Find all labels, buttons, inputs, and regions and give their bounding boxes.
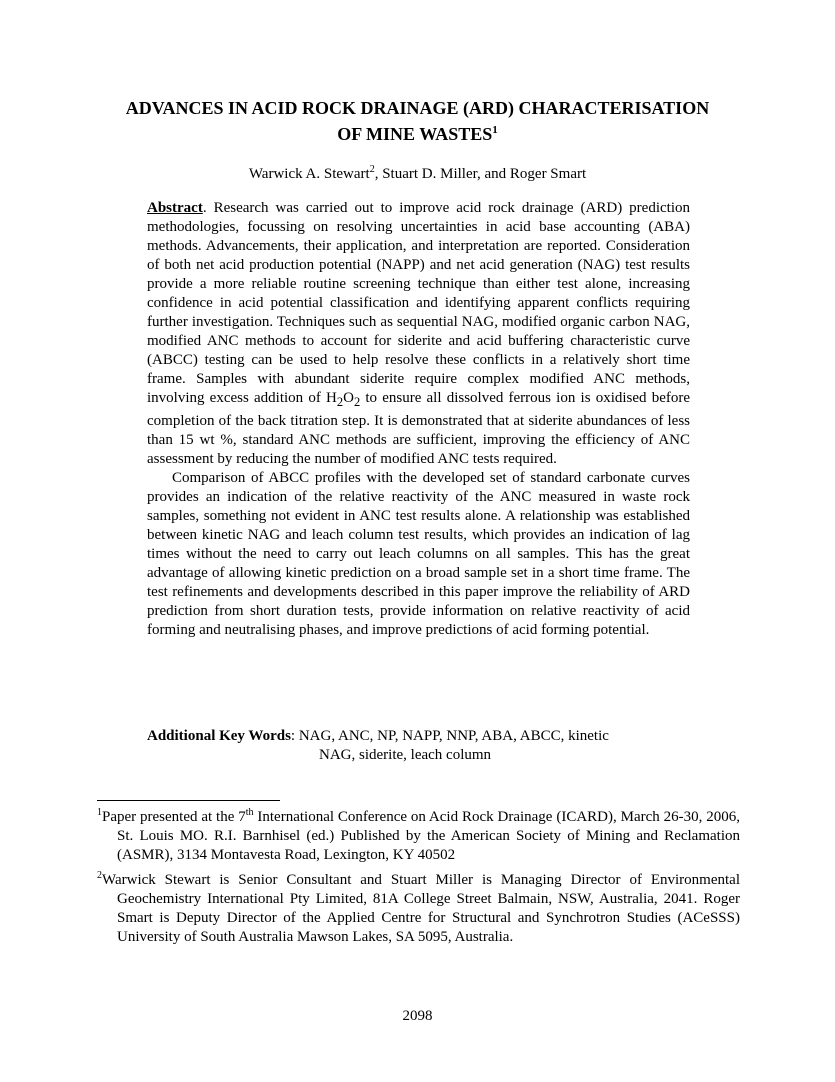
title-line-2-text: OF MINE WASTES xyxy=(337,124,493,144)
footnote-2-mark: 2 xyxy=(97,870,102,881)
footnotes xyxy=(97,803,740,948)
footnote-1-after: International Conference on Acid Rock Drainage (ICARD), March 26-30, 2006, St. Louis MO. R.I. Barnhisel (ed.) Published by the American Society of Mining and Reclamation (ASMR), 3134 Montavesta Road, Lexington, KY 40502 xyxy=(117,809,740,863)
paper-title xyxy=(60,97,775,145)
title-footnote-mark: 1 xyxy=(492,124,498,136)
abstract-paragraph-1 xyxy=(147,199,690,469)
formula-sub-a: 2 xyxy=(336,395,344,409)
footnote-separator xyxy=(97,800,280,801)
page-number: 2098 xyxy=(402,1008,433,1024)
keywords-label: Additional Key Words xyxy=(147,728,291,744)
formula-sub-b: 2 xyxy=(353,395,361,409)
keywords-line-2: NAG, siderite, leach column xyxy=(319,747,492,763)
author-footnote-mark: 2 xyxy=(369,164,375,175)
keywords xyxy=(147,727,690,765)
abstract xyxy=(147,199,690,640)
author-rest: , Stuart D. Miller, and Roger Smart xyxy=(374,166,587,182)
footnote-1-sup: th xyxy=(245,807,254,818)
author-first: Warwick A. Stewart xyxy=(248,166,370,182)
footnote-1-before: Paper presented at the 7 xyxy=(102,809,246,825)
abstract-p1-after: to ensure all dissolved ferrous ion is oxidised before completion of the back titration step. It is demonstrated that at siderite abundances of less than 15 wt %, standard ANC methods are sufficient, improving the efficiency of ANC assessment by reducing the number of modified ANC tests required. xyxy=(147,390,691,467)
abstract-p1-before: . Research was carried out to improve acid rock drainage (ARD) prediction methodologies, focussing on resolving uncertainties in acid base accounting (ABA) methods. Advancements, their application, and interpretation are reported. Consideration of both net acid production potential (NAPP) and net acid generation (NAG) test results provide a more reliable routine screening technique than either test alone, increasing confidence in acid potential classification and identifying apparent conflicts requiring further investigation. Techniques such as sequential NAG, modified organic carbon NAG, modified ANC methods to account for siderite and acid buffering characteristic curve (ABCC) testing can be used to help resolve these conflicts in a relatively short time frame. Samples with abundant siderite require complex modified ANC methods, involving excess addition of H xyxy=(147,200,690,406)
footnote-2-text: Warwick Stewart is Senior Consultant and Stuart Miller is Managing Director of Environmental Geochemistry International Pty Limited, 81A College Street Balmain, NSW, Australia, 2041. Roger Smart is Deputy Director of the Applied Centre for Structural and Synchrotron Studies (ACeSSS) University of South Australia Mawson Lakes, SA 5095, Australia. xyxy=(102,872,740,945)
footnote-2 xyxy=(97,866,740,947)
abstract-paragraph-2: Comparison of ABCC profiles with the developed set of standard carbonate curves provides an indication of the relative reactivity of the ANC measured in waste rock samples, something not evident in ANC test results alone. A relationship was established between kinetic NAG and leach column test results, which provides an indication of lag times without the need to carry out leach columns on all samples. This has the great advantage of allowing kinetic prediction on a broad sample set in a short time frame. The test refinements and developments described in this paper improve the reliability of ARD prediction from short duration tests, provide information on relative reactivity of acid forming and neutralising phases, and improve predictions of acid forming potential. xyxy=(147,470,690,638)
keywords-line-1 xyxy=(147,727,690,746)
title-line-1: ADVANCES IN ACID ROCK DRAINAGE (ARD) CHARACTERISATION xyxy=(125,98,710,118)
formula-o: O xyxy=(343,390,354,406)
footnote-1-mark: 1 xyxy=(97,807,102,818)
title-line-2 xyxy=(60,119,775,145)
abstract-label: Abstract xyxy=(147,200,203,216)
author-line xyxy=(60,160,775,184)
keywords-list-1: : NAG, ANC, NP, NAPP, NNP, ABA, ABCC, kinetic xyxy=(290,728,609,744)
footnote-1 xyxy=(97,803,740,865)
